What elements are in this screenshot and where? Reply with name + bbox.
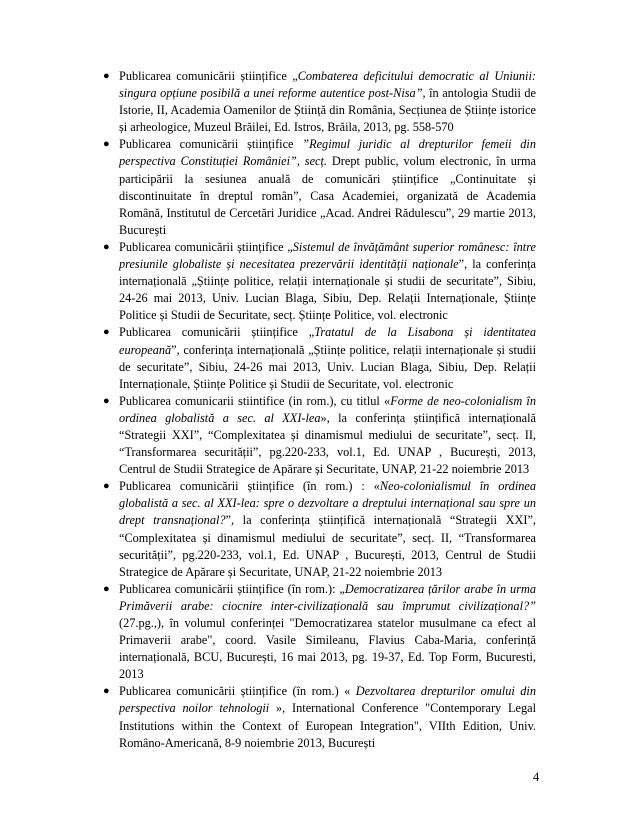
publication-entry [96, 239, 536, 324]
entry-prefix: Publicarea comunicării științifice „ [119, 239, 293, 254]
entry-title: Forme de neo-colonialism în ordinea globalistă a sec. al XXI-lea [119, 393, 536, 425]
bullet-icon: ● [103, 685, 110, 698]
entry-details: ”, la conferința internațională „Științe politice, relații internaționale și studii de securitate”, Sibiu, 24-26 mai 2013, Univ. Lucian Blaga, Sibiu, Dep. Relații Internaționale, Științe Politice și Studii de Securitate, secț. Științe Politice, vol. electronic [119, 257, 536, 323]
bullet-icon: ● [103, 70, 110, 82]
entry-details: Drept public, volum electronic, în urma participării la sesiunea anuală de comunicări științifice „Continuitate și discontinuitate în dreptul român”, Casa Academiei, organizată de Academia Română, Institutul de Cercetări Juridice „Acad. Andrei Rădulescu”, 29 martie 2013, București [119, 154, 536, 237]
entry-prefix: Publicarea comunicării științifice (în rom.) : « [119, 479, 380, 494]
entry-title: Tratatul de la Lisabona și identitatea europeană [119, 325, 537, 357]
publication-entry [96, 683, 536, 751]
entry-title: Combaterea deficitului democratic al Uniunii: singura opțiune posibilă a unei reforme autentice post-Nisa”, [119, 69, 536, 101]
publication-entry [96, 136, 536, 239]
bullet-icon: ● [103, 480, 110, 493]
publication-entry [96, 478, 536, 581]
bullet-icon: ● [103, 326, 110, 339]
entry-prefix: Publicarea comunicării științifice (în rom.) « [119, 684, 356, 699]
entry-details: », la conferința științifică internațională “Strategii XXI”, “Complexitatea și dinamismul mediului de securitate”, secț. II, “Transformarea securității”, pg.220-233, vol.1, Ed. UNAP , București, 2013, Centrul de Studii Strategice de Apărare și Securitate, UNAP, 21-22 noiembrie 2013 [119, 410, 536, 477]
publication-entry [96, 581, 536, 684]
entry-prefix: Publicarea comunicării științifice [119, 137, 303, 152]
entry-prefix: Publicarea comunicării științifice „ [119, 69, 298, 83]
publication-entry [96, 324, 536, 392]
entry-prefix: Publicarea comunicarii stiintifice (in rom.), cu titlul « [119, 393, 391, 408]
entry-prefix: Publicarea comunicării științifice „ [119, 325, 315, 340]
bullet-icon: ● [103, 240, 110, 253]
entry-details: », International Conference "Contemporary Legal Institutions within the Context of European Integration", VIIth Edition, Univ. Româno-Americană, 8-9 noiembrie 2013, București [119, 701, 536, 750]
entry-details: ”, conferința internațională „Științe politice, relații internaționale și studii de securitate”, Sibiu, 24-26 mai 2013, Univ. Lucian Blaga, Sibiu, Dep. Relații Internaționale, Științe Politice și Studii de Securitate, vol. electronic [119, 342, 536, 391]
publications-list [96, 68, 536, 752]
entry-title: Democratizarea țărilor arabe în urma Primăverii arabe: ciocnire inter-civilizațională sau împrumut civilizațional?” [119, 581, 537, 613]
entry-title: Sistemul de învățământ superior românesc: între presiunile globaliste și necesitatea prezervării identității naționale [119, 239, 536, 272]
entry-prefix: Publicarea comunicării științifice (în rom.): „ [119, 581, 345, 596]
entry-details: (27.pg.,), în volumul conferinței "Democratizarea statelor musulmane ca efect al Primaverii arabe", coord. Vasile Simileanu, Flavius Caba-Maria, conferință internațională, BCU, București, 16 mai 2013, pg. 19-37, Ed. Top Form, Bucuresti, 2013 [119, 616, 536, 682]
page-number: 4 [533, 770, 540, 784]
bullet-icon: ● [103, 138, 110, 151]
entry-title: ”Regimul juridic al drepturilor femeii din perspectiva Constituției României”, secț. [119, 137, 536, 169]
entry-title: Dezvoltarea drepturilor omului din perspectiva noilor tehnologii [119, 684, 536, 716]
bullet-icon: ● [103, 582, 110, 595]
entry-title: Neo-colonialismul în ordinea globalistă a sec. al XXI-lea: spre o dezvoltare a dreptului internațional sau spre un drept transnațional? [119, 479, 536, 528]
publication-entry [96, 68, 536, 136]
bullet-icon: ● [103, 394, 110, 407]
entry-details: în antologia Studii de Istorie, II, Academia Oamenilor de Știință din România, Secțiunea de Științe istorice și arheologice, Muzeul Brăilei, Ed. Istros, Brăila, 2013, pg. 558-570 [119, 86, 536, 135]
entry-details: ”, la conferința științifică internațională “Strategii XXI”, “Complexitatea și dinamismul mediului de securitate”, secț. II, “Transformarea securității”, pg.220-233, vol.1, Ed. UNAP , București, 2013, Centrul de Studii Strategice de Apărare și Securitate, UNAP, 21-22 noiembrie 2013 [119, 513, 536, 579]
publication-entry [96, 393, 536, 478]
